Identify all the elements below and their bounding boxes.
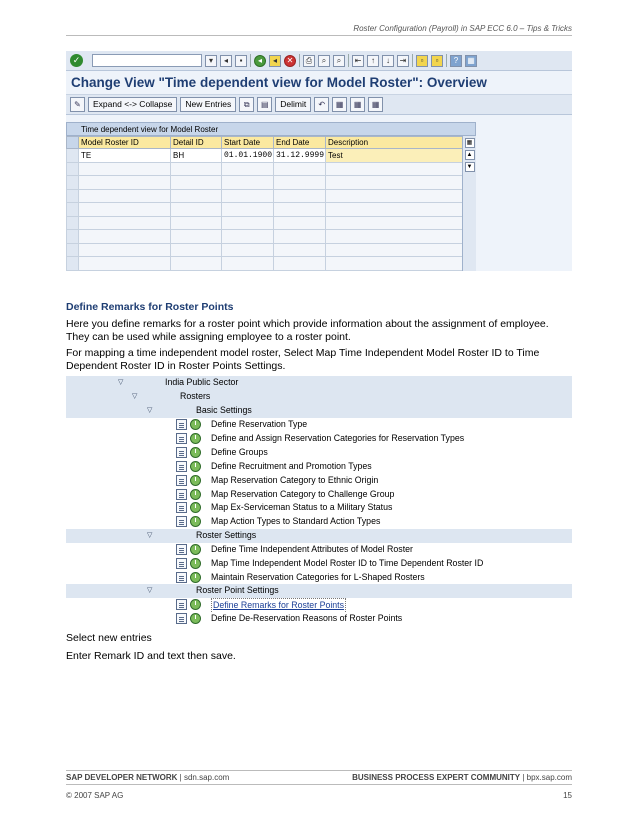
documentation-icon[interactable] <box>176 489 187 500</box>
row-selector[interactable] <box>67 203 79 217</box>
tree-leaf-icons <box>176 447 201 458</box>
execute-clock-icon[interactable] <box>190 544 201 555</box>
column-header[interactable]: Model Roster ID <box>79 137 171 149</box>
execute-clock-icon[interactable] <box>190 516 201 527</box>
tree-leaf-icons <box>176 613 201 624</box>
execute-clock-icon[interactable] <box>190 502 201 513</box>
documentation-icon[interactable] <box>176 419 187 430</box>
section-heading: Define Remarks for Roster Points <box>66 301 234 313</box>
tree-leaf-item[interactable] <box>66 446 572 460</box>
copyright: © 2007 SAP AG <box>66 791 124 800</box>
footer-right <box>352 773 572 782</box>
instruction-line: Enter Remark ID and text then save. <box>66 650 236 662</box>
delete-icon[interactable]: ▤ <box>257 97 272 112</box>
table-row <box>67 189 463 203</box>
empty-cell[interactable] <box>79 203 171 217</box>
tree-leaf-item[interactable] <box>66 474 572 488</box>
exit-icon[interactable]: ◂ <box>269 55 281 67</box>
scroll-down-icon[interactable]: ▼ <box>465 162 475 172</box>
tree-leaf-item[interactable] <box>66 612 572 626</box>
empty-cell[interactable] <box>326 243 463 257</box>
select-block-icon[interactable]: ▦ <box>350 97 365 112</box>
tree-node-label: Roster Point Settings <box>196 585 279 595</box>
page-header: Roster Configuration (Payroll) in SAP ECC 6.0 – Tips & Tricks <box>353 24 572 33</box>
tree-node-roster-settings[interactable] <box>66 529 572 543</box>
execute-clock-icon[interactable] <box>190 433 201 444</box>
row-selector[interactable] <box>67 149 79 163</box>
empty-cell[interactable] <box>79 257 171 271</box>
footer-divider <box>66 770 572 771</box>
column-header[interactable]: End Date <box>274 137 326 149</box>
expand-collapse-button[interactable]: Expand <-> Collapse <box>88 97 177 112</box>
find-next-icon[interactable]: ⌕ <box>333 55 345 67</box>
empty-cell[interactable] <box>326 189 463 203</box>
empty-cell[interactable] <box>326 162 463 176</box>
screen-title: Change View "Time dependent view for Model Roster": Overview <box>66 71 572 95</box>
empty-cell[interactable] <box>171 189 222 203</box>
documentation-icon[interactable] <box>176 502 187 513</box>
empty-cell[interactable] <box>274 216 326 230</box>
tree-leaf-item[interactable] <box>66 418 572 432</box>
table-row <box>67 216 463 230</box>
row-selector[interactable] <box>67 189 79 203</box>
empty-cell[interactable] <box>326 230 463 244</box>
table-row <box>67 162 463 176</box>
tree-node-rosters[interactable] <box>66 390 572 404</box>
execute-clock-icon[interactable] <box>190 447 201 458</box>
tree-node-label: Roster Settings <box>196 530 257 540</box>
tree-leaf-item[interactable] <box>66 515 572 529</box>
execute-clock-icon[interactable] <box>190 558 201 569</box>
table-row <box>67 243 463 257</box>
collapse-triangle-icon[interactable]: ▽ <box>147 532 153 539</box>
previous-page-icon[interactable]: ↑ <box>367 55 379 67</box>
footer-right-url: | bpx.sap.com <box>520 773 572 782</box>
table-row <box>67 230 463 244</box>
table-row <box>67 149 463 163</box>
layout-menu-icon[interactable]: ▦ <box>465 55 477 67</box>
sap-overview-screenshot <box>66 51 572 271</box>
empty-cell[interactable] <box>274 176 326 190</box>
instruction-line: Select new entries <box>66 632 152 644</box>
table-row <box>67 257 463 271</box>
empty-cell[interactable] <box>222 230 274 244</box>
command-field[interactable] <box>92 54 202 67</box>
execute-clock-icon[interactable] <box>190 475 201 486</box>
empty-cell[interactable] <box>326 203 463 217</box>
roster-table <box>66 136 463 271</box>
model-roster-id-cell[interactable]: TE <box>79 149 171 163</box>
tree-leaf-label[interactable]: Define Time Independent Attributes of Model Roster <box>211 544 413 554</box>
save-icon[interactable]: ▪ <box>235 55 247 67</box>
tree-leaf-label[interactable]: Map Time Independent Model Roster ID to Time Dependent Roster ID <box>211 557 484 568</box>
row-selector[interactable] <box>67 243 79 257</box>
undo-icon[interactable]: ↶ <box>314 97 329 112</box>
tree-leaf-item[interactable] <box>66 432 572 446</box>
tree-leaf-item[interactable] <box>66 543 572 557</box>
next-page-icon[interactable]: ↓ <box>382 55 394 67</box>
empty-cell[interactable] <box>171 203 222 217</box>
collapse-triangle-icon[interactable]: ▽ <box>147 407 153 414</box>
execute-clock-icon[interactable] <box>190 613 201 624</box>
empty-cell[interactable] <box>326 176 463 190</box>
documentation-icon[interactable] <box>176 461 187 472</box>
documentation-icon[interactable] <box>176 544 187 555</box>
cancel-icon[interactable]: ✕ <box>284 55 296 67</box>
deselect-all-icon[interactable]: ▦ <box>368 97 383 112</box>
documentation-icon[interactable] <box>176 599 187 610</box>
table-caption: Time dependent view for Model Roster <box>66 122 476 136</box>
execute-clock-icon[interactable] <box>190 572 201 583</box>
toolbar-separator <box>250 54 251 67</box>
application-toolbar <box>66 95 572 115</box>
empty-cell[interactable] <box>274 203 326 217</box>
column-header[interactable]: Detail ID <box>171 137 222 149</box>
tree-leaf-icons <box>176 544 201 555</box>
collapse-triangle-icon[interactable]: ▽ <box>147 587 153 594</box>
tree-leaf-label[interactable]: Map Reservation Category to Ethnic Origin <box>211 474 379 485</box>
tree-leaf-icons <box>176 433 201 444</box>
empty-cell[interactable] <box>222 216 274 230</box>
empty-cell[interactable] <box>171 216 222 230</box>
first-page-icon[interactable]: ⇤ <box>352 55 364 67</box>
empty-cell[interactable] <box>274 230 326 244</box>
tree-leaf-item[interactable] <box>66 598 572 612</box>
tree-leaf-label[interactable]: Define Groups <box>211 446 268 457</box>
empty-cell[interactable] <box>171 257 222 271</box>
new-entries-button[interactable]: New Entries <box>180 97 236 112</box>
start-date-cell[interactable]: 01.01.1900 <box>222 149 274 163</box>
collapse-triangle-icon[interactable]: ▽ <box>132 393 138 400</box>
end-date-cell[interactable]: 31.12.9999 <box>274 149 326 163</box>
tree-leaf-icons <box>176 558 201 569</box>
print-icon[interactable]: ⎙ <box>303 55 315 67</box>
documentation-icon[interactable] <box>176 447 187 458</box>
help-icon[interactable]: ? <box>450 55 462 67</box>
tree-leaf-label[interactable]: Map Ex-Serviceman Status to a Military Status <box>211 502 393 513</box>
tree-leaf-label[interactable]: Map Reservation Category to Challenge Group <box>211 488 395 499</box>
tree-leaf-icons <box>176 489 201 500</box>
tree-node-label: Rosters <box>180 391 211 401</box>
documentation-icon[interactable] <box>176 613 187 624</box>
empty-cell[interactable] <box>171 243 222 257</box>
new-session-icon[interactable]: ▫ <box>416 55 428 67</box>
empty-cell[interactable] <box>222 203 274 217</box>
execute-clock-icon[interactable] <box>190 599 201 610</box>
empty-cell[interactable] <box>222 162 274 176</box>
tree-leaf-item[interactable] <box>66 488 572 502</box>
empty-cell[interactable] <box>79 189 171 203</box>
tree-leaf-label[interactable]: Define De-Reservation Reasons of Roster Points <box>211 612 403 623</box>
tree-leaf-item[interactable] <box>66 501 572 515</box>
tree-leaf-item[interactable] <box>66 571 572 585</box>
row-selector[interactable] <box>67 176 79 190</box>
tree-leaf-item[interactable] <box>66 557 572 571</box>
tree-leaf-icons <box>176 516 201 527</box>
tree-node-label: India Public Sector <box>165 377 239 387</box>
paragraph: Here you define remarks for a roster point which provide information about the assignment of employee. They can be used while assigning employee to a roster point. <box>66 318 549 343</box>
tree-node-roster-point-settings[interactable] <box>66 584 572 598</box>
empty-cell[interactable] <box>171 176 222 190</box>
standard-toolbar <box>66 51 572 71</box>
column-settings-icon[interactable]: ▦ <box>465 138 475 148</box>
empty-cell[interactable] <box>274 162 326 176</box>
dropdown-icon[interactable]: ▾ <box>205 55 217 67</box>
tree-leaf-icons <box>176 599 201 610</box>
tree-leaf-item[interactable] <box>66 460 572 474</box>
description-cell[interactable]: Test <box>326 149 463 163</box>
empty-cell[interactable] <box>79 230 171 244</box>
tree-node-basic-settings[interactable] <box>66 404 572 418</box>
table-row <box>67 176 463 190</box>
footer-left-bold: SAP DEVELOPER NETWORK <box>66 773 178 782</box>
toolbar-separator <box>446 54 447 67</box>
row-selector[interactable] <box>67 162 79 176</box>
footer-right-bold: BUSINESS PROCESS EXPERT COMMUNITY <box>352 773 521 782</box>
empty-cell[interactable] <box>326 257 463 271</box>
vertical-scrollbar[interactable] <box>462 136 476 271</box>
empty-cell[interactable] <box>79 162 171 176</box>
paragraph: For mapping a time independent model roster, Select Map Time Independent Model Roster ID to Time Dependent Roster ID in Roster Points Settings. <box>66 347 540 372</box>
execute-clock-icon[interactable] <box>190 419 201 430</box>
table-header-row <box>67 137 463 149</box>
tree-leaf-label[interactable]: Map Action Types to Standard Action Types <box>211 516 381 527</box>
tree-leaf-label[interactable]: Define Remarks for Roster Points <box>211 598 346 614</box>
scroll-up-icon[interactable]: ▲ <box>465 150 475 160</box>
detail-id-cell[interactable]: BH <box>171 149 222 163</box>
documentation-icon[interactable] <box>176 433 187 444</box>
change-display-icon[interactable]: ✎ <box>70 97 85 112</box>
row-selector[interactable] <box>67 216 79 230</box>
tree-leaf-label[interactable]: Define Reservation Type <box>211 419 308 429</box>
empty-cell[interactable] <box>326 216 463 230</box>
back-arrow-icon[interactable]: ◂ <box>220 55 232 67</box>
toolbar-separator <box>412 54 413 67</box>
find-icon[interactable]: ⌕ <box>318 55 330 67</box>
documentation-icon[interactable] <box>176 572 187 583</box>
page-number: 15 <box>563 791 572 800</box>
delimit-button[interactable]: Delimit <box>275 97 311 112</box>
empty-cell[interactable] <box>171 230 222 244</box>
empty-cell[interactable] <box>222 189 274 203</box>
tree-node-label: Basic Settings <box>196 405 252 415</box>
footer-left <box>66 773 229 782</box>
copy-icon[interactable]: ⧉ <box>239 97 254 112</box>
toolbar-separator <box>348 54 349 67</box>
tree-leaf-label[interactable]: Define Recruitment and Promotion Types <box>211 460 372 471</box>
check-icon[interactable]: ✓ <box>70 54 83 67</box>
tree-leaf-icons <box>176 461 201 472</box>
row-selector[interactable] <box>67 230 79 244</box>
execute-clock-icon[interactable] <box>190 489 201 500</box>
documentation-icon[interactable] <box>176 516 187 527</box>
selection-column-header[interactable] <box>67 137 79 149</box>
empty-cell[interactable] <box>274 189 326 203</box>
footer-left-url: | sdn.sap.com <box>177 773 230 782</box>
empty-cell[interactable] <box>222 257 274 271</box>
column-header[interactable]: Start Date <box>222 137 274 149</box>
collapse-triangle-icon[interactable]: ▽ <box>118 379 124 386</box>
row-selector[interactable] <box>67 257 79 271</box>
empty-cell[interactable] <box>222 243 274 257</box>
empty-cell[interactable] <box>79 243 171 257</box>
shortcut-icon[interactable]: ▫ <box>431 55 443 67</box>
tree-leaf-icons <box>176 502 201 513</box>
empty-cell[interactable] <box>79 216 171 230</box>
img-tree-screenshot <box>66 376 572 626</box>
tree-leaf-icons <box>176 572 201 583</box>
column-header[interactable]: Description <box>326 137 463 149</box>
footer-divider <box>66 784 572 785</box>
toolbar-separator <box>299 54 300 67</box>
execute-clock-icon[interactable] <box>190 461 201 472</box>
documentation-icon[interactable] <box>176 558 187 569</box>
empty-cell[interactable] <box>274 243 326 257</box>
empty-cell[interactable] <box>171 162 222 176</box>
tree-leaf-label[interactable]: Define and Assign Reservation Categories for Reservation Types <box>211 432 465 443</box>
table-control <box>66 122 476 271</box>
documentation-icon[interactable] <box>176 475 187 486</box>
tree-leaf-icons <box>176 419 201 430</box>
tree-leaf-icons <box>176 475 201 486</box>
last-page-icon[interactable]: ⇥ <box>397 55 409 67</box>
select-all-icon[interactable]: ▦ <box>332 97 347 112</box>
empty-cell[interactable] <box>79 176 171 190</box>
tree-leaf-label[interactable]: Maintain Reservation Categories for L-Shaped Rosters <box>211 571 425 582</box>
empty-cell[interactable] <box>274 257 326 271</box>
empty-cell[interactable] <box>222 176 274 190</box>
tree-node-india-public-sector[interactable] <box>66 376 572 390</box>
back-icon[interactable]: ◂ <box>254 55 266 67</box>
table-row <box>67 203 463 217</box>
header-divider <box>66 35 572 36</box>
